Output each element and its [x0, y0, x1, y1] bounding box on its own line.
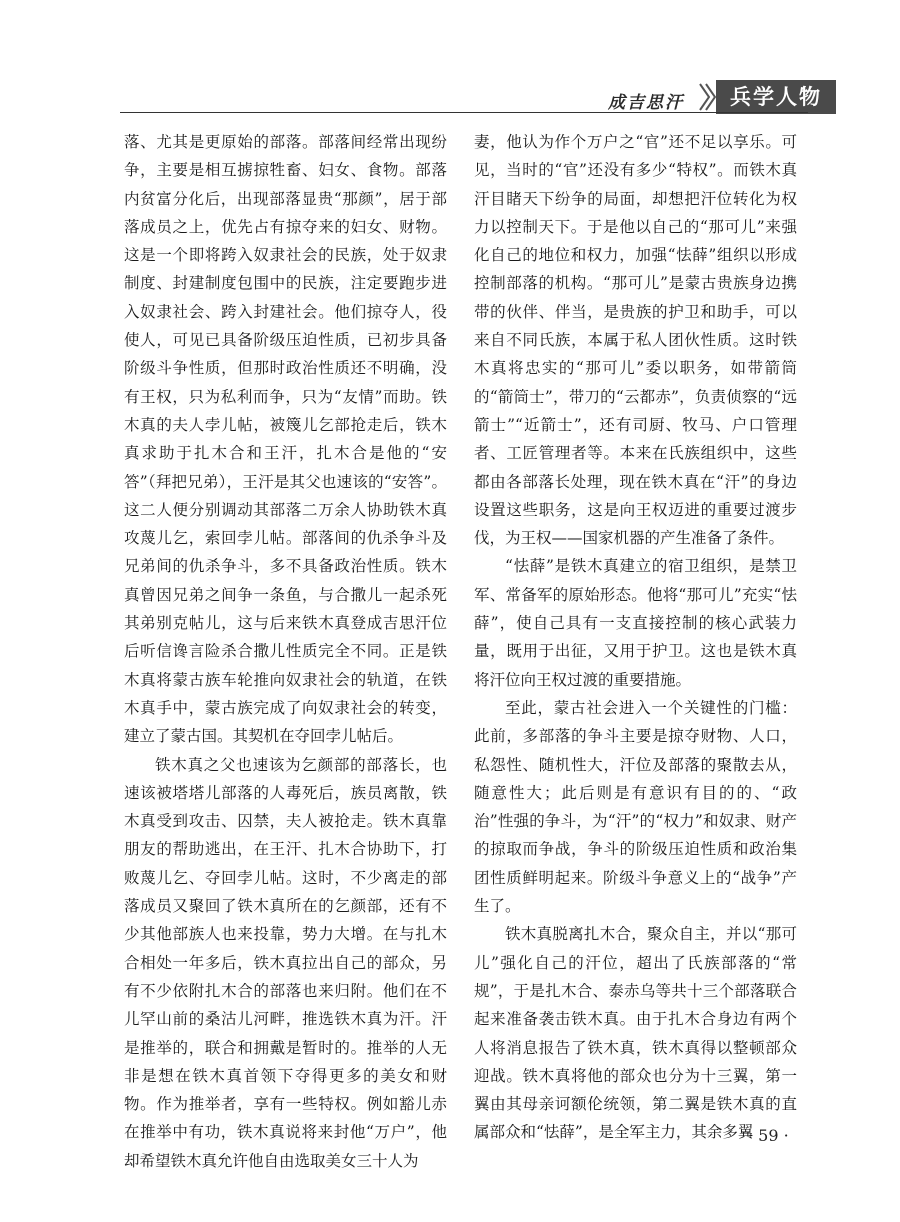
left-column	[124, 128, 447, 1175]
running-header	[0, 0, 900, 120]
right-column	[474, 128, 797, 1147]
chevron-separator-icon	[698, 82, 716, 112]
paragraph: 妻，他认为作个万户之“官”还不足以享乐。可见，当时的“官”还没有多少“特权”。而铁木真汗目睹天下纷争的局面，却想把汗位转化为权力以控制天下。于是他以自己的“那可儿”来强化自己的地位和权力，加强“怯薛”组织以形成控制部落的机构。“那可儿”是蒙古贵族身边携带的伙伴、伴当，是贵族的护卫和助手，可以来自不同氏族，本属于私人团伙性质。这时铁木真将忠实的“那可儿”委以职务，如带箭筒的“箭筒士”，带刀的“云都赤”，负责侦察的“远箭士”“近箭士”，还有司厨、牧马、户口管理者、工匠管理者等。本来在氏族组织中，这些都由各部落长处理，现在铁木真在“汗”的身边设置这些职务，这是向王权迈进的重要过渡步伐，为王权——国家机器的产生准备了条件。	[474, 133, 797, 548]
section-tag: 兵学人物	[716, 80, 836, 114]
paragraph: 落、尤其是更原始的部落。部落间经常出现纷争，主要是相互掳掠牲畜、妇女、食物。部落内贫富分化后，出现部落显贵“那颜”，居于部落成员之上，优先占有掠夺来的妇女、财物。这是一个即将跨入奴隶社会的民族，处于奴隶制度、封建制度包围中的民族，注定要跑步进入奴隶社会、跨入封建社会。他们掠夺人，役使人，可见已具备阶级压迫性质，已初步具备阶级斗争性质，但那时政治性质还不明确，没有王权，只为私利而争，只为“友情”而助。铁木真的夫人孛儿帖，被篾儿乞部抢走后，铁木真求助于扎木合和王汗，扎木合是他的“安答”（拜把兄弟），王汗是其父也速该的“安答”。这二人便分别调动其部落二万余人协助铁木真攻蔑儿乞，索回孛儿帖。部落间的仇杀争斗及兄弟间的仇杀争斗，多不具备政治性质。铁木真曾因兄弟之间争一条鱼，与合撒儿一起杀死其弟别克帖儿，这与后来铁木真登成吉思汗位后听信谗言险杀合撒儿性质完全不同。正是铁木真将蒙古族车轮推向奴隶社会的轨道，在铁木真手中，蒙古族完成了向奴隶社会的转变，建立了蒙古国。其契机在夺回孛儿帖后。	[124, 133, 447, 746]
header-rule	[120, 112, 808, 113]
paragraph: 至此，蒙古社会进入一个关键性的门槛：此前，多部落的争斗主要是掠夺财物、人口，私怨性、随机性大，汗位及部落的聚散去从，随意性大；此后则是有意识有目的的、“政治”性强的争斗，为“汗”的“权力”和奴隶、财产的掠取而争战，争斗的阶级压迫性质和政治集团性质鲜明起来。阶级斗争意义上的“战争”产生了。	[474, 698, 797, 916]
paragraph: 铁木真之父也速该为乞颜部的部落长，也速该被塔塔儿部落的人毒死后，族员离散，铁木真受到攻击、囚禁，夫人被抢走。铁木真靠朋友的帮助逃出，在王汗、扎木合协助下，打败蔑儿乞、夺回孛儿帖。这时，不少离走的部落成员又聚回了铁木真所在的乞颜部，还有不少其他部族人也来投靠，势力大增。在与扎木合相处一年多后，铁木真拉出自己的部众，另有不少依附扎木合的部落也来归附。他们在不儿罕山前的桑沽儿河畔，推选铁木真为汗。汗是推举的，联合和拥戴是暂时的。推举的人无非是想在铁木真首领下夺得更多的美女和财物。作为推举者，享有一些特权。例如豁儿赤在推举中有功，铁木真说将来封他“万户”，他却希望铁木真允许他自由选取美女三十人为	[124, 755, 447, 1170]
paragraph: “怯薛”是铁木真建立的宿卫组织，是禁卫军、常备军的原始形态。他将“那可儿”充实“怯薛”，使自己具有一支直接控制的核心武装力量，既用于出征，又用于护卫。这也是铁木真将汗位向王权过渡的重要措施。	[474, 557, 797, 689]
series-title: 成吉思汗	[608, 93, 684, 113]
paragraph: 铁木真脱离扎木合，聚众自主，并以“那可儿”强化自己的汗位，超出了氏族部落的“常规”，于是扎木合、泰赤乌等共十三个部落联合起来准备袭击铁木真。由于扎木合身边有两个人将消息报告了铁木真，铁木真得以整顿部众迎战。铁木真将他的部众也分为十三翼，第一翼由其母亲诃额伦统领，第二翼是铁木真的直属部众和“怯薛”，是全军主力，其余多翼	[474, 925, 797, 1142]
page-number: · 59 ·	[748, 1126, 789, 1145]
